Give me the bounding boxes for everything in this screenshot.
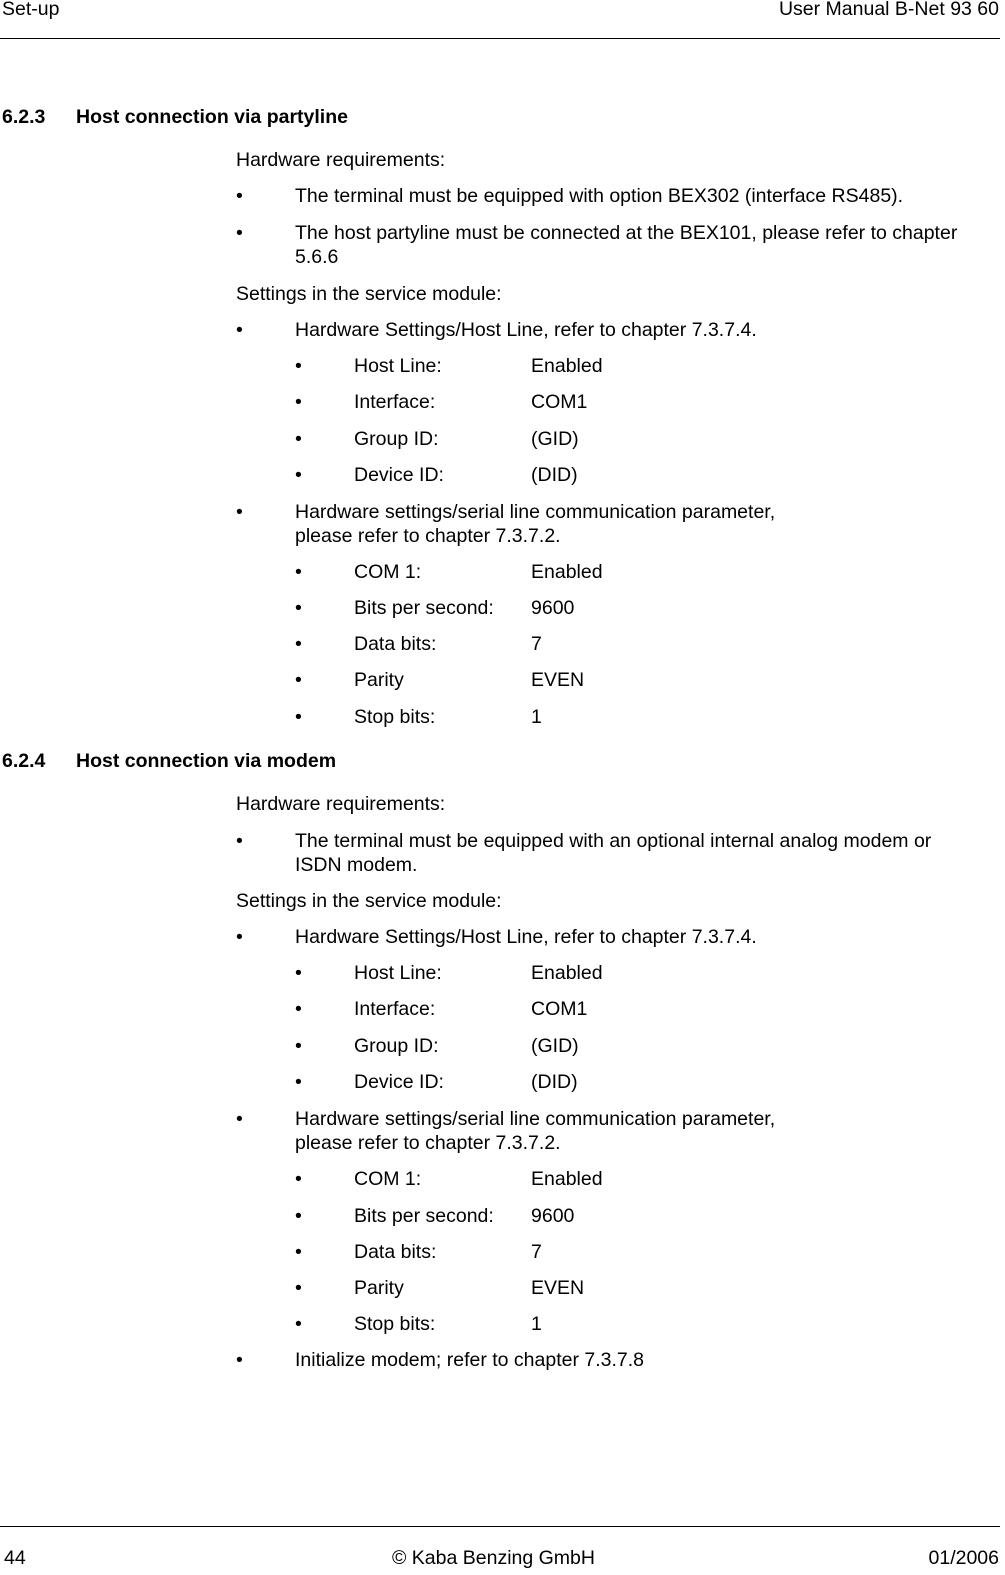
param-value: Enabled — [531, 962, 603, 984]
param-value: EVEN — [531, 1277, 585, 1299]
bullet: • — [236, 319, 243, 341]
bullet: • — [295, 1035, 302, 1057]
param-value: 1 — [531, 1313, 542, 1335]
param-value: (GID) — [531, 1035, 579, 1057]
param-value: 7 — [531, 633, 542, 655]
hw-requirement-item: The terminal must be equipped with option BEX302 (interface RS485). — [295, 185, 904, 207]
bullet: • — [236, 501, 243, 523]
param-label: Bits per second: — [354, 1205, 494, 1227]
bullet: • — [295, 597, 302, 619]
page-number: 44 — [4, 1547, 26, 1569]
param-value: Enabled — [531, 561, 603, 583]
param-value: (DID) — [531, 464, 578, 486]
param-value: Enabled — [531, 355, 603, 377]
settings-heading: Settings in the service module: — [236, 283, 502, 305]
hw-requirement-item-cont: 5.6.6 — [295, 246, 339, 268]
running-header-left: Set-up — [2, 0, 60, 20]
param-value: 7 — [531, 1241, 542, 1263]
footer-divider — [0, 1526, 1000, 1527]
bullet: • — [295, 391, 302, 413]
param-label: Stop bits: — [354, 1313, 436, 1335]
bullet: • — [295, 1168, 302, 1190]
section-title: Host connection via modem — [76, 750, 337, 772]
param-value: Enabled — [531, 1168, 603, 1190]
bullet: • — [295, 998, 302, 1020]
param-label: Device ID: — [354, 1071, 444, 1093]
bullet: • — [295, 633, 302, 655]
hw-requirements-heading: Hardware requirements: — [236, 149, 446, 171]
param-value: COM1 — [531, 998, 588, 1020]
param-label: COM 1: — [354, 561, 422, 583]
param-label: Data bits: — [354, 1241, 437, 1263]
param-label: Group ID: — [354, 428, 439, 450]
param-label: Parity — [354, 669, 404, 691]
running-header-right: User Manual B-Net 93 60 — [778, 0, 999, 20]
bullet: • — [236, 185, 243, 207]
param-label: Interface: — [354, 998, 436, 1020]
serial-settings-item: Hardware settings/serial line communication parameter, — [295, 1108, 776, 1130]
param-label: Host Line: — [354, 355, 442, 377]
bullet: • — [295, 428, 302, 450]
bullet: • — [295, 962, 302, 984]
param-label: Group ID: — [354, 1035, 439, 1057]
header-divider — [0, 38, 1000, 39]
param-label: Data bits: — [354, 633, 437, 655]
param-value: COM1 — [531, 391, 588, 413]
hw-requirement-item: The terminal must be equipped with an optional internal analog modem or — [295, 830, 932, 852]
param-value: (GID) — [531, 428, 579, 450]
serial-settings-item: Hardware settings/serial line communication parameter, — [295, 501, 776, 523]
param-label: Bits per second: — [354, 597, 494, 619]
section-title: Host connection via partyline — [76, 106, 348, 128]
bullet: • — [295, 561, 302, 583]
hw-requirement-item-cont: ISDN modem. — [295, 854, 418, 876]
footer-date: 01/2006 — [928, 1547, 999, 1569]
param-label: Stop bits: — [354, 706, 436, 728]
param-label: Interface: — [354, 391, 436, 413]
param-value: EVEN — [531, 669, 585, 691]
bullet: • — [295, 464, 302, 486]
bullet: • — [295, 355, 302, 377]
bullet: • — [236, 926, 243, 948]
bullet: • — [295, 669, 302, 691]
bullet: • — [295, 1071, 302, 1093]
host-line-settings-item: Hardware Settings/Host Line, refer to chapter 7.3.7.4. — [295, 319, 757, 341]
param-label: Parity — [354, 1277, 404, 1299]
hw-requirements-heading: Hardware requirements: — [236, 793, 446, 815]
param-label: Host Line: — [354, 962, 442, 984]
serial-settings-item-cont: please refer to chapter 7.3.7.2. — [295, 525, 561, 547]
section-number: 6.2.3 — [2, 106, 46, 128]
bullet: • — [295, 1313, 302, 1335]
param-label: Device ID: — [354, 464, 444, 486]
bullet: • — [295, 1277, 302, 1299]
param-value: 9600 — [531, 1205, 575, 1227]
param-value: 9600 — [531, 597, 575, 619]
host-line-settings-item: Hardware Settings/Host Line, refer to chapter 7.3.7.4. — [295, 926, 757, 948]
bullet: • — [236, 222, 243, 244]
bullet: • — [236, 1108, 243, 1130]
param-label: COM 1: — [354, 1168, 422, 1190]
serial-settings-item-cont: please refer to chapter 7.3.7.2. — [295, 1132, 561, 1154]
copyright: © Kaba Benzing GmbH — [392, 1547, 595, 1569]
param-value: (DID) — [531, 1071, 578, 1093]
bullet: • — [295, 1205, 302, 1227]
settings-heading: Settings in the service module: — [236, 890, 502, 912]
param-value: 1 — [531, 706, 542, 728]
bullet: • — [236, 1349, 243, 1371]
section-number: 6.2.4 — [2, 750, 46, 772]
bullet: • — [295, 1241, 302, 1263]
bullet: • — [236, 830, 243, 852]
initialize-modem-item: Initialize modem; refer to chapter 7.3.7.8 — [295, 1349, 645, 1371]
bullet: • — [295, 706, 302, 728]
hw-requirement-item: The host partyline must be connected at the BEX101, please refer to chapter — [295, 222, 958, 244]
